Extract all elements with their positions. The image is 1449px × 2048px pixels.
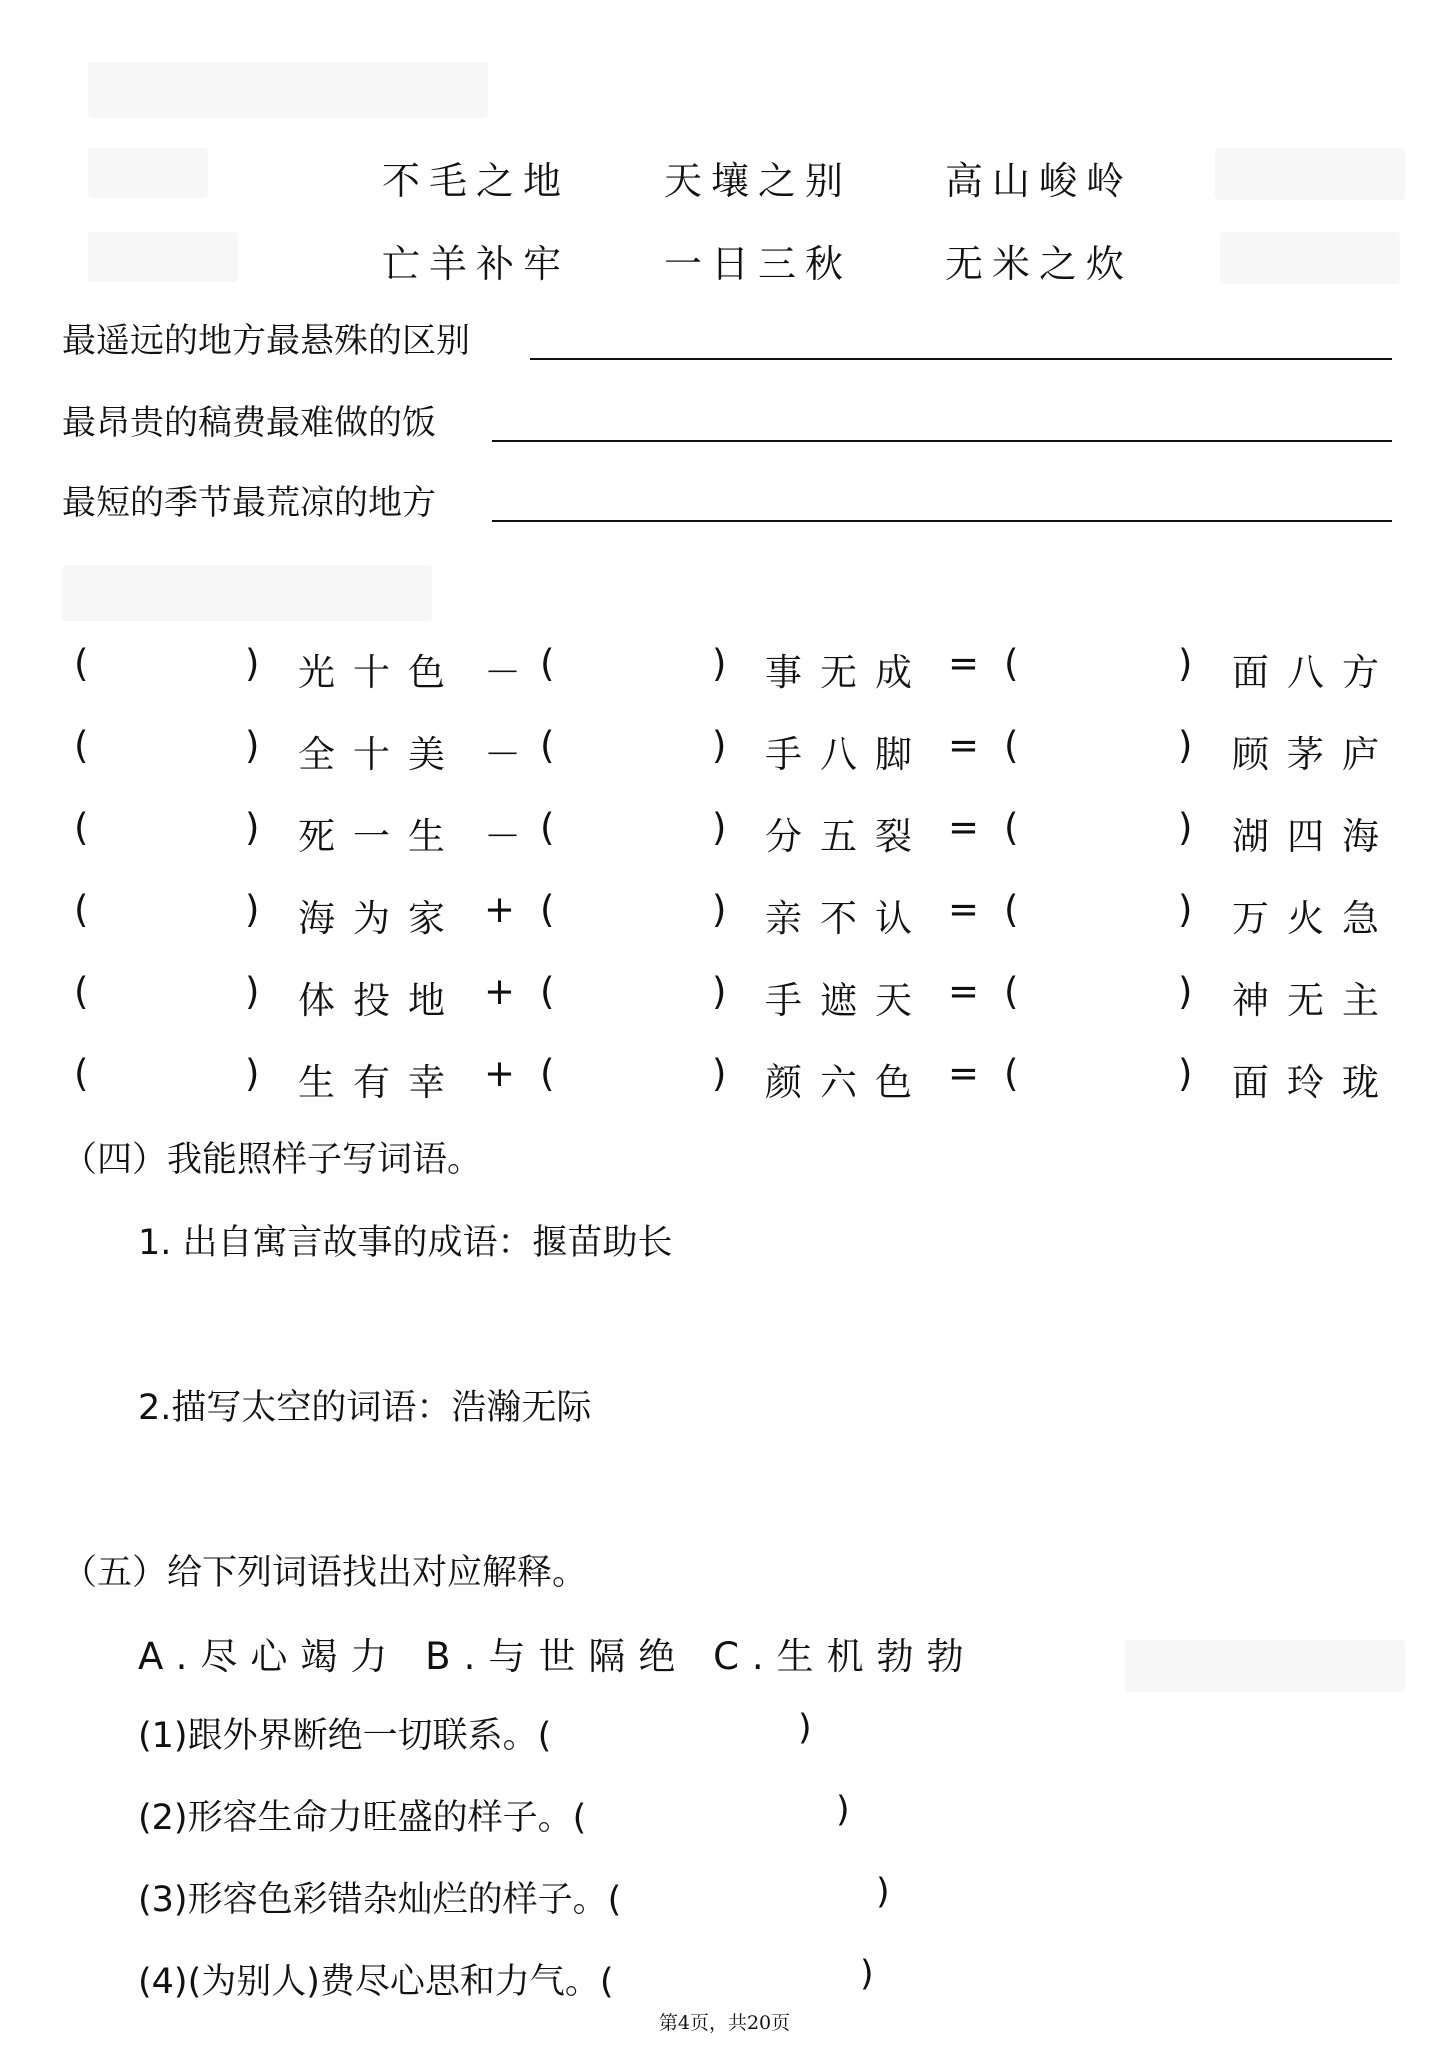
open-paren: ( [1004,806,1019,849]
open-paren: ( [540,642,555,685]
idiom-part: 颜六色 [765,1061,930,1104]
open-paren: ( [74,806,89,849]
scan-smudge [88,62,488,118]
idiom-part: 顾茅庐 [1232,733,1397,776]
open-paren: ( [540,888,555,931]
idiom-part: 全十美 [298,733,463,776]
definition-item-2: (2)形容生命力旺盛的样子。( [138,1798,587,1838]
idiom-part: 湖四海 [1232,815,1397,858]
open-paren: ( [540,970,555,1013]
idiom-word: 亡羊补牢 [382,242,571,286]
idiom-part: 死一生 [298,815,463,858]
close-paren: ) [1178,970,1193,1013]
open-paren: ( [1004,642,1019,685]
number-puzzle-row [0,970,1449,1020]
idiom-part: 万火急 [1232,897,1397,940]
scan-smudge [1125,1640,1405,1692]
open-paren: ( [74,970,89,1013]
open-paren: ( [1004,1052,1019,1095]
definition-item-1: (1)跟外界断绝一切联系。( [138,1716,552,1756]
open-paren: ( [540,724,555,767]
close-paren: ) [245,1052,260,1095]
open-paren: ( [540,806,555,849]
scan-smudge [88,232,238,282]
fill-line-prompt: 最短的季节最荒凉的地方 [62,483,436,523]
section-4-heading: （四）我能照样子写词语。 [62,1140,483,1180]
idiom-word: 一日三秋 [664,242,853,286]
number-puzzle-row [0,642,1449,692]
close-paren: ) [1178,724,1193,767]
section-4-item-2: 2.描写太空的词语：浩瀚无际 [138,1388,592,1428]
close-paren: ) [712,970,727,1013]
scan-smudge [62,565,432,621]
operator: + [484,970,516,1013]
idiom-word: 无米之炊 [945,242,1134,286]
close-paren: ) [245,724,260,767]
equals-sign: = [948,888,980,931]
definition-item-3: (3)形容色彩错杂灿烂的样子。( [138,1880,622,1920]
section-4-item-1: 1. 出自寓言故事的成语：揠苗助长 [138,1223,673,1263]
answer-blank[interactable] [492,440,1392,442]
idiom-part: 面玲珑 [1232,1061,1397,1104]
open-paren: ( [74,1052,89,1095]
scan-smudge [1215,148,1405,200]
equals-sign: = [948,642,980,685]
operator: + [484,1052,516,1095]
close-paren: ) [1178,1052,1193,1095]
idiom-part: 事无成 [765,651,930,694]
idiom-word: 高山峻岭 [945,159,1134,203]
operator: + [484,888,516,931]
close-paren: ) [1178,642,1193,685]
open-paren: ( [74,724,89,767]
fill-line [62,318,1392,368]
idiom-part: 生有幸 [298,1061,463,1104]
definition-close-paren: ) [836,1790,850,1830]
idiom-part: 分五裂 [765,815,930,858]
close-paren: ) [245,888,260,931]
equals-sign: = [948,724,980,767]
open-paren: ( [1004,724,1019,767]
equals-sign: = [948,970,980,1013]
close-paren: ) [1178,888,1193,931]
open-paren: ( [1004,970,1019,1013]
definition-item-4: (4)(为别人)费尽心思和力气。( [138,1962,614,2002]
equals-sign: = [948,1052,980,1095]
scan-smudge [1220,232,1400,284]
operator: － [484,815,521,858]
idiom-part: 神无主 [1232,979,1397,1022]
fill-line-prompt: 最昂贵的稿费最难做的饭 [62,403,436,443]
number-puzzle-row [0,1052,1449,1102]
definition-close-paren: ) [876,1872,890,1912]
fill-line [62,400,1392,450]
answer-blank[interactable] [530,358,1392,360]
close-paren: ) [245,642,260,685]
close-paren: ) [1178,806,1193,849]
open-paren: ( [74,888,89,931]
fill-line [62,480,1392,530]
open-paren: ( [540,1052,555,1095]
operator: － [484,651,521,694]
fill-line-prompt: 最遥远的地方最悬殊的区别 [62,321,470,361]
close-paren: ) [712,724,727,767]
idiom-part: 亲不认 [765,897,930,940]
idiom-part: 光十色 [298,651,463,694]
idiom-word: 不毛之地 [382,159,571,203]
definition-close-paren: ) [798,1708,812,1748]
close-paren: ) [712,806,727,849]
answer-blank[interactable] [492,520,1392,522]
number-puzzle-row [0,806,1449,856]
idiom-part: 手八脚 [765,733,930,776]
idiom-part: 手遮天 [765,979,930,1022]
idiom-part: 体投地 [298,979,463,1022]
idiom-part: 海为家 [298,897,463,940]
equals-sign: = [948,806,980,849]
scan-smudge [88,148,208,198]
number-puzzle-row [0,724,1449,774]
close-paren: ) [245,970,260,1013]
idiom-word: 天壤之别 [664,159,853,203]
answer-choices: A.尽心竭力 B.与世隔绝 C.生机勃勃 [138,1635,977,1678]
number-puzzle-row [0,888,1449,938]
operator: － [484,733,521,776]
open-paren: ( [1004,888,1019,931]
idiom-part: 面八方 [1232,651,1397,694]
close-paren: ) [245,806,260,849]
page-footer: 第4页，共20页 [658,2012,791,2034]
section-5-heading: （五）给下列词语找出对应解释。 [62,1553,588,1593]
close-paren: ) [712,642,727,685]
open-paren: ( [74,642,89,685]
definition-close-paren: ) [860,1954,874,1994]
close-paren: ) [712,1052,727,1095]
close-paren: ) [712,888,727,931]
